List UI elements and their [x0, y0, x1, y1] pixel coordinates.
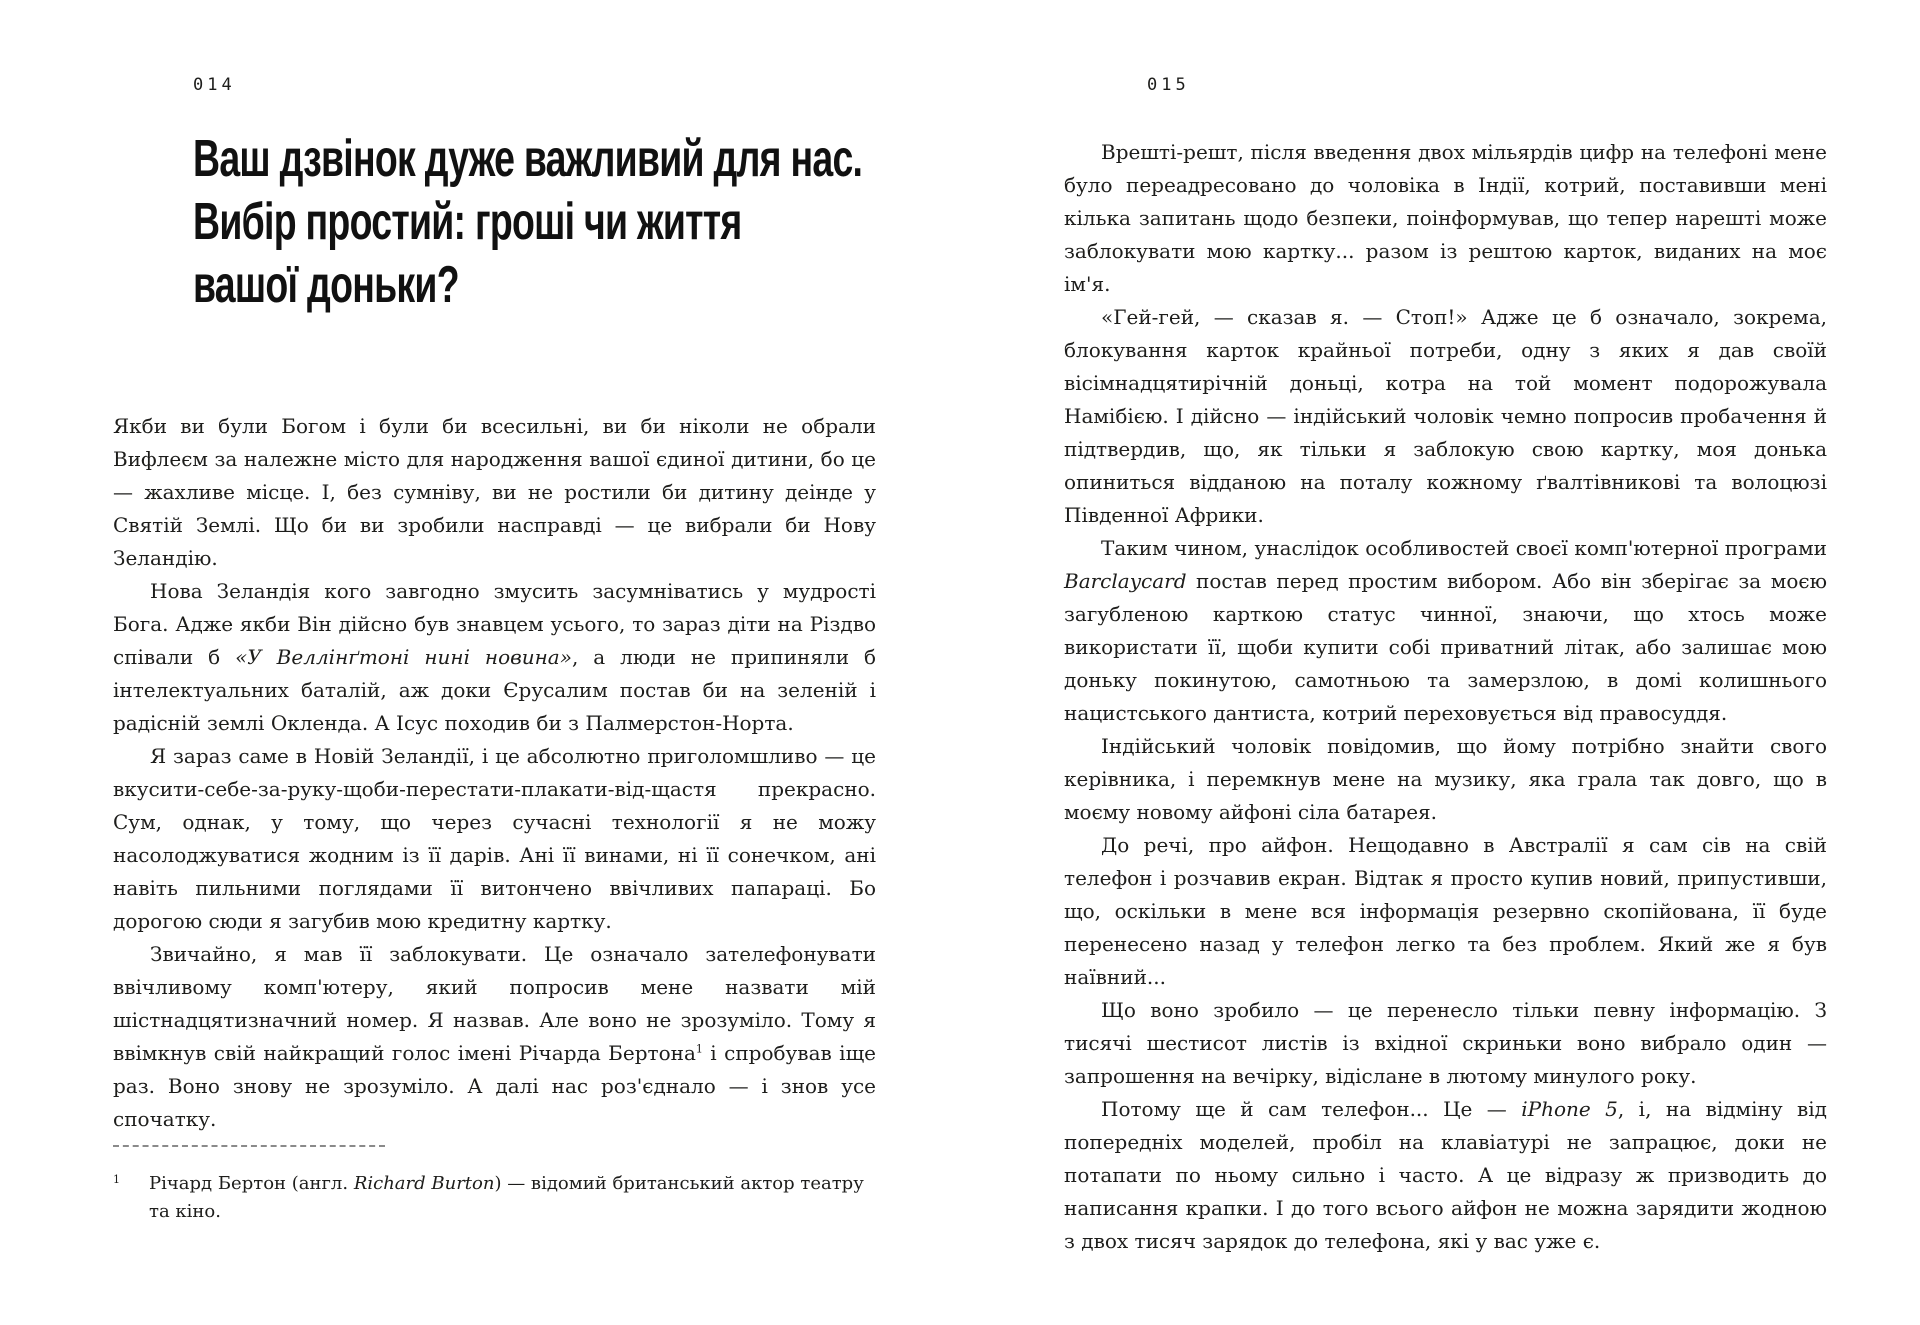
paragraph-text: постав перед простим вибором. Або він зберігає за моєю загубленою карткою статус чинної, знаючи, що хтось може використати її, щоби купити собі приватний літак, або залишає мою доньку покинутою, самотньою та замерзлою, в домі колишнього нацистського дантиста, котрий переховується від правосуддя. [1064, 569, 1827, 725]
paragraph: «Гей-гей, — сказав я. — Стоп!» Адже це б означало, зокрема, блокування карток крайньої потреби, одну з яких я дав своїй вісімнадцятирічній доньці, котра на той момент подорожувала Намібією. І дійсно — індійський чоловік чемно попросив пробачення й підтвердив, що, як тільки я заблокую свою картку, моя донька опиниться відданою на поталу кожному ґвалтівникові та волоцюзі Південної Африки. [1064, 305, 1827, 527]
left-body-text [113, 410, 876, 1136]
paragraph: Врешті-решт, після введення двох мільярдів цифр на телефоні мене було переадресовано до чоловіка в Індії, котрий, поставивши мені кілька запитань щодо безпеки, поінформував, що тепер нарешті може заблокувати мою картку... разом із рештою карток, виданих на моє ім'я. [1064, 140, 1827, 296]
footnote-number: 1 [113, 1173, 120, 1186]
paragraph: Індійський чоловік повідомив, що йому потрібно знайти свого керівника, і перемкнув мене на музику, яка грала так довго, що в моєму новому айфоні сіла батарея. [1064, 734, 1827, 824]
right-page [960, 0, 1920, 1325]
footnote-text [149, 1170, 876, 1226]
paragraph-text: , і, на відміну від попередніх моделей, пробіл на клавіатурі не запрацює, доки не потапати по ньому сильно і часто. А це відразу ж призводить до написання крапки. І до того всього айфон не можна зарядити жодною з двох тисяч зарядок до телефона, які у вас уже є. [1064, 1097, 1827, 1253]
right-body-text [1064, 136, 1827, 1258]
paragraph: Я зараз саме в Новій Зеландії, і це абсолютно приголомшливо — це вкусити-себе-за-руку-щоби-перестати-плакати-від-щастя прекрасно. Сум, однак, у тому, що через сучасні технології я не можу насолоджуватися жодним із її дарів. Ані її винами, ні її сонечком, ані навіть пильними поглядами її витончено ввічливих папараці. Бо дорогою сюди я загубив мою кредитну картку. [113, 744, 876, 933]
paragraph: Що воно зробило — це перенесло тільки певну інформацію. З тисячі шестисот листів із вхідної скриньки воно вибрало один — запрошення на вечірку, відіслане в лютому минулого року. [1064, 998, 1827, 1088]
footnote-reference[interactable]: 1 [695, 1042, 703, 1056]
paragraph [113, 938, 876, 1136]
chapter-title [193, 128, 863, 317]
paragraph-text: і спробував іще раз. Воно знову не зрозуміло. А далі нас роз'єднало — і знов усе спочатку. [113, 1041, 877, 1131]
footnote-text-part: ) — відомий британський актор театру та кіно. [149, 1173, 864, 1222]
paragraph [1064, 532, 1827, 730]
title-line: вашої доньки? [193, 256, 459, 314]
song-title: «У Веллінґтоні нині новина» [235, 645, 572, 669]
paragraph-text: , а люди не припиняли б інтелектуальних баталій, аж доки Єрусалим постав би на зеленій і радісній землі Окленда. А Ісус походив би з Палмерстон-Норта. [113, 645, 877, 735]
footnote-english-name: Richard Burton [353, 1173, 495, 1194]
title-line: Вибір простий: гроші чи життя [193, 193, 742, 251]
paragraph-text: Потому ще й сам телефон... Це — [1101, 1097, 1522, 1121]
page-number-right: 015 [1147, 75, 1190, 95]
paragraph-text: Звичайно, я мав її заблокувати. Це означало зателефонувати ввічливому комп'ютеру, який попросив мене назвати мій шістнадцятизначний номер. Я назвав. Але воно не зрозуміло. Тому я ввімкнув свій найкращий голос імені Річарда Бертона [113, 942, 876, 1065]
paragraph: Якби ви були Богом і були би всесильні, ви би ніколи не обрали Вифлеєм за належне місто для народження вашої єдиної дитини, бо це — жахливе місце. І, без сумніву, ви не ростили би дитину деінде у Святій Землі. Що би ви зробили насправді — це вибрали би Нову Зеландію. [113, 414, 876, 570]
paragraph-text: Нова Зеландія кого завгодно змусить засумніватись у мудрості Бога. Адже якби Він дійсно був знавцем усього, то зараз діти на Різдво співали б [113, 579, 876, 669]
footnote [113, 1170, 876, 1226]
title-line: Ваш дзвінок дуже важливий для нас. [193, 130, 863, 188]
brand-name: Barclaycard [1064, 569, 1187, 593]
product-name: iPhone 5 [1521, 1097, 1618, 1121]
paragraph [1064, 1093, 1827, 1258]
paragraph: До речі, про айфон. Нещодавно в Австралії я сам сів на свій телефон і розчавив екран. Відтак я просто купив новий, припустивши, що, оскільки в мене вся інформація резервно скопійована, її буде перенесено назад у телефон легко та без проблем. Який же я був наївний... [1064, 833, 1827, 989]
page-number-left: 014 [193, 75, 236, 95]
paragraph [113, 575, 876, 740]
footnote-text-part: Річард Бертон (англ. [149, 1173, 354, 1194]
paragraph-text: Таким чином, унаслідок особливостей своєї комп'ютерної програми [1101, 536, 1827, 560]
footnote-divider [113, 1145, 385, 1147]
